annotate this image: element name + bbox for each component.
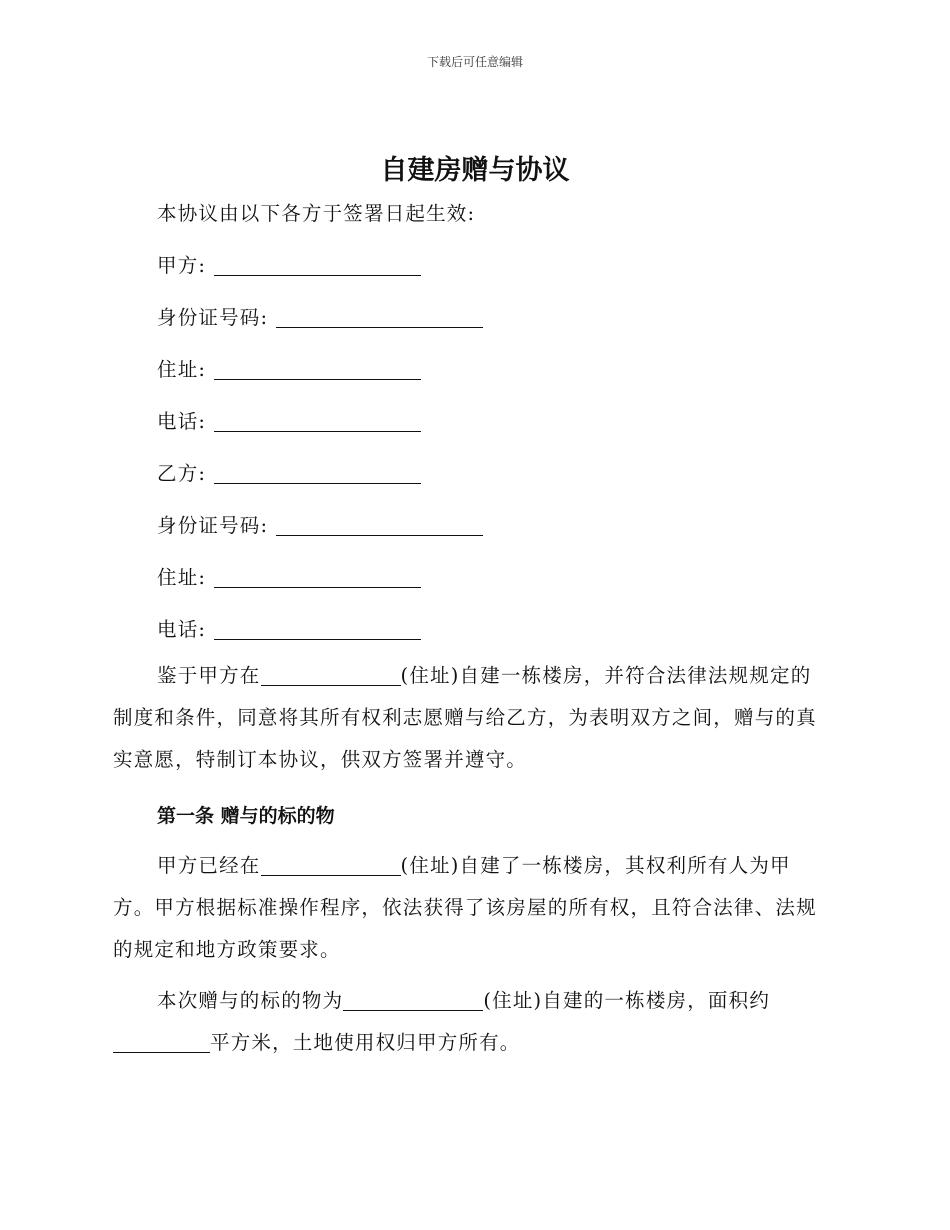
party-a-address-blank <box>214 359 421 380</box>
party-b-address-row <box>157 562 421 590</box>
recital-paragraph <box>113 655 831 781</box>
party-b-name-label: 乙方: <box>157 462 207 485</box>
party-b-address-blank <box>214 567 421 588</box>
article-1-para1-address-blank <box>261 855 401 876</box>
article-1-para2-address-blank <box>343 990 483 1011</box>
article-1-heading: 第一条 赠与的标的物 <box>157 805 335 827</box>
article-1-para1-part1: 甲方已经在 <box>157 854 261 877</box>
document-title: 自建房赠与协议 <box>380 155 570 186</box>
party-a-name-row <box>157 250 421 278</box>
party-b-phone-row <box>157 614 421 642</box>
article-1-paragraph-2 <box>113 980 831 1064</box>
party-b-id-label: 身份证号码: <box>157 514 269 537</box>
party-b-name-blank <box>214 463 421 484</box>
recital-part1: 鉴于甲方在 <box>157 664 261 687</box>
party-b-name-row <box>157 458 421 486</box>
party-a-phone-row <box>157 406 421 434</box>
intro-text: 本协议由以下各方于签署日起生效: <box>157 202 476 225</box>
party-a-id-row <box>157 302 483 330</box>
party-a-phone-blank <box>214 411 421 432</box>
party-a-address-label: 住址: <box>157 358 207 381</box>
party-b-id-row <box>157 510 483 538</box>
recital-address-blank <box>261 665 401 686</box>
party-a-phone-label: 电话: <box>157 410 207 433</box>
party-b-phone-label: 电话: <box>157 618 207 641</box>
party-a-id-label: 身份证号码: <box>157 306 269 329</box>
article-1-para1-part2: (住址)自建了一栋楼房，其权利所有人为甲方。甲方根据标准操作程序，依法获得了该房屋的所有权，且符合法律、法规的规定和地方政策要求。 <box>113 854 817 961</box>
party-a-name-label: 甲方: <box>157 254 207 277</box>
party-b-id-blank <box>276 515 483 536</box>
article-1-para2-part3: 平方米，土地使用权归甲方所有。 <box>210 1031 521 1054</box>
article-1-para2-part2: (住址)自建的一栋楼房，面积约 <box>483 989 771 1012</box>
party-a-id-blank <box>276 307 483 328</box>
header-note: 下载后可任意编辑 <box>426 55 523 69</box>
party-a-name-blank <box>214 255 421 276</box>
recital-part2: (住址)自建一栋楼房，并符合法律法规规定的制度和条件，同意将其所有权利志愿赠与给乙方，为表明双方之间，赠与的真实意愿，特制订本协议，供双方签署并遵守。 <box>113 664 817 771</box>
party-a-address-row <box>157 354 421 382</box>
article-1-para2-area-blank <box>113 1032 210 1053</box>
party-b-address-label: 住址: <box>157 566 207 589</box>
party-b-phone-blank <box>214 619 421 640</box>
article-1-para2-part1: 本次赠与的标的物为 <box>157 989 344 1012</box>
article-1-paragraph-1 <box>113 845 831 971</box>
